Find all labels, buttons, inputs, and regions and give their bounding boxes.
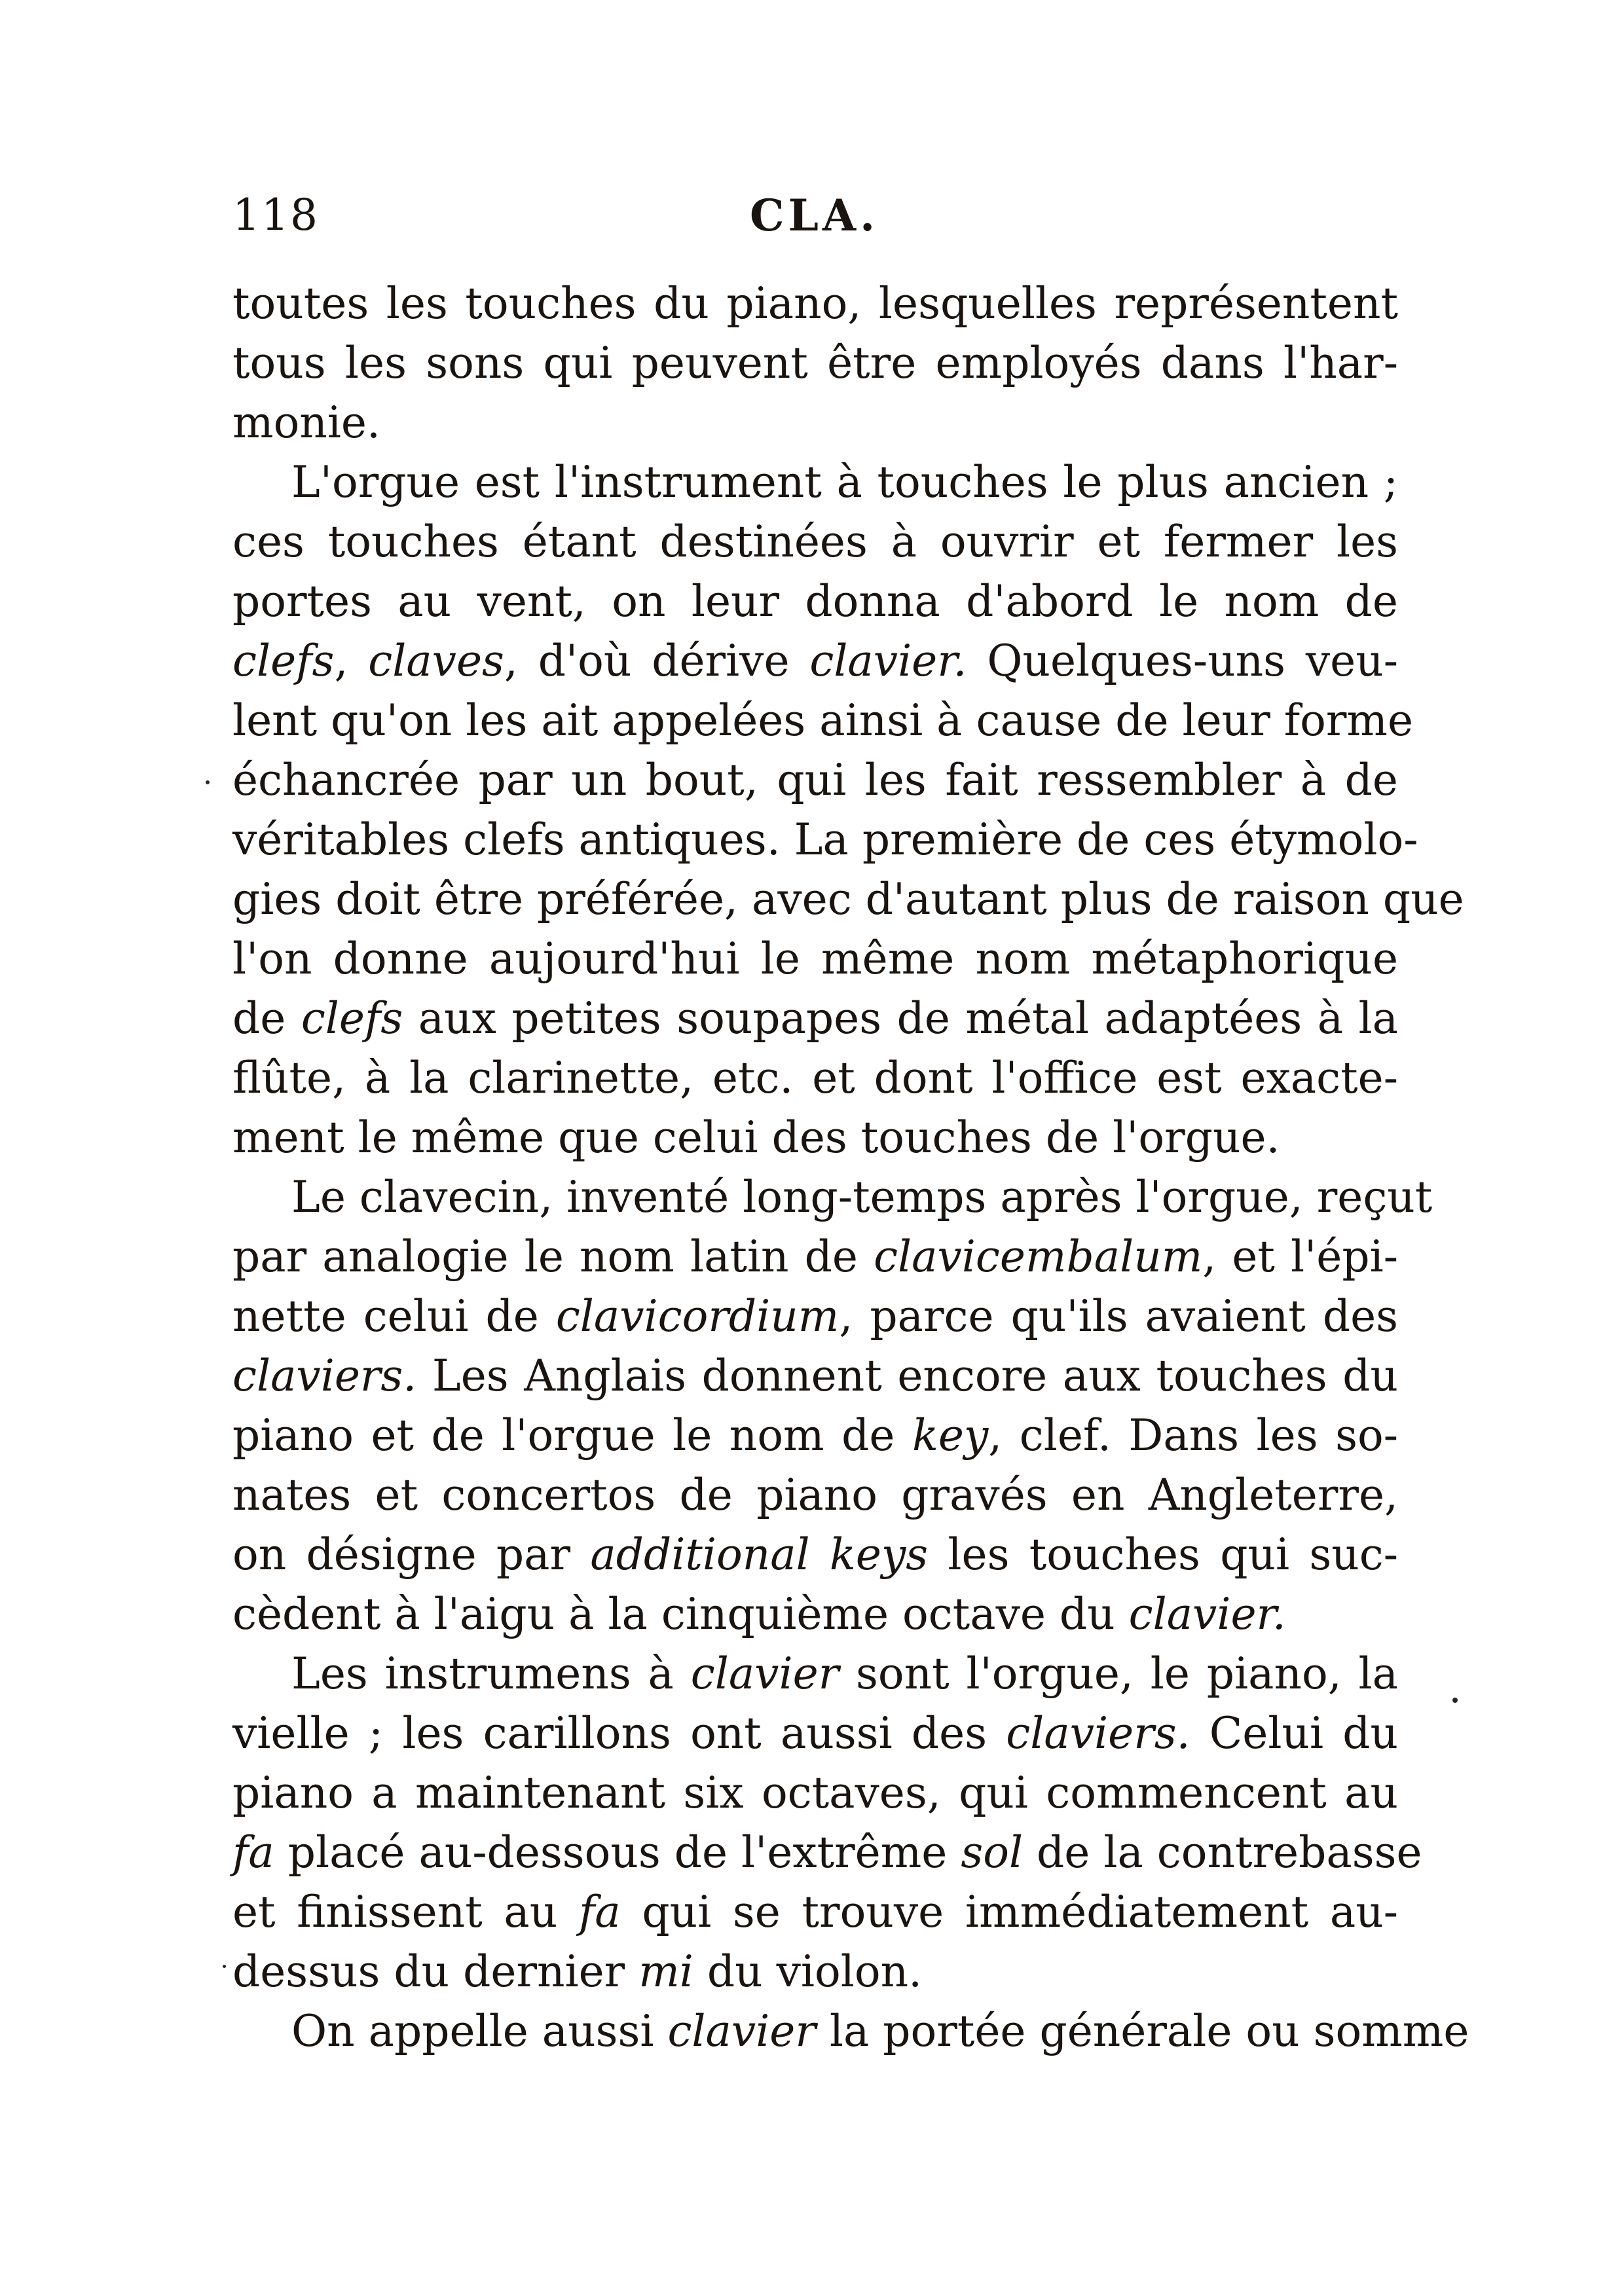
text-run: piano et de l'orgue le nom de — [232, 1410, 912, 1461]
text-run: flûte, à la clarinette, etc. et dont l'office est exacte- — [232, 1053, 1398, 1103]
text-line — [232, 1763, 1398, 1823]
text-line — [232, 1942, 1398, 2001]
italic-term: fa — [232, 1827, 274, 1878]
text-line — [232, 989, 1398, 1048]
text-line — [232, 1644, 1398, 1704]
running-head: CLA. — [750, 190, 879, 241]
text-line — [232, 512, 1398, 572]
text-run: les touches qui suc- — [928, 1529, 1398, 1580]
text-line — [232, 2001, 1469, 2061]
text-run: ment le même que celui des touches de l'orgue. — [232, 1112, 1280, 1163]
italic-term: key — [912, 1410, 989, 1461]
body-text — [232, 274, 1469, 2061]
italic-term: claviers. — [1006, 1708, 1190, 1758]
ink-speck — [223, 1965, 226, 1968]
text-run: Quelques-uns veu- — [967, 636, 1398, 686]
text-run: de la contrebasse — [1023, 1827, 1422, 1878]
italic-term: clavier — [667, 2006, 816, 2056]
text-run: du violon. — [693, 1946, 923, 1997]
text-run: et finissent au — [232, 1887, 579, 1937]
italic-term: clavier. — [1128, 1589, 1286, 1639]
text-run: ces touches étant destinées à ouvrir et fermer les — [232, 517, 1398, 567]
text-run: tous les sons qui peuvent être employés dans l'har- — [232, 338, 1398, 388]
text-line — [232, 929, 1398, 989]
text-line — [232, 572, 1398, 631]
text-line — [232, 1882, 1398, 1942]
text-run: nates et concertos de piano gravés en Angleterre, — [232, 1470, 1398, 1520]
italic-term: mi — [638, 1946, 693, 1997]
text-run: lent qu'on les ait appelées ainsi à cause de leur forme — [232, 695, 1414, 746]
text-run: vielle ; les carillons ont aussi des — [232, 1708, 1006, 1758]
text-line — [232, 452, 1398, 512]
text-run: Celui du — [1190, 1708, 1398, 1758]
text-run: , — [334, 636, 369, 686]
text-line — [232, 333, 1398, 393]
text-line — [232, 631, 1398, 691]
text-run: qui se trouve immédiatement au- — [620, 1887, 1398, 1937]
text-line — [232, 1525, 1398, 1584]
text-run: dessus du dernier — [232, 1946, 639, 1997]
text-run: sont l'orgue, le piano, la — [839, 1649, 1398, 1699]
italic-term: clavier — [690, 1649, 840, 1699]
text-line — [232, 1167, 1433, 1227]
italic-term: clavier. — [809, 636, 967, 686]
text-run: toutes les touches du piano, lesquelles représentent — [232, 278, 1398, 329]
italic-term: claves — [368, 636, 504, 686]
text-line — [232, 1704, 1398, 1763]
text-run: piano a maintenant six octaves, qui commencent au — [232, 1768, 1398, 1818]
text-run: , clef. Dans les so- — [988, 1410, 1398, 1461]
text-run: On appelle aussi — [291, 2006, 668, 2056]
text-run: Le clavecin, inventé long-temps après l'orgue, reçut — [291, 1172, 1433, 1222]
text-line — [232, 1286, 1398, 1346]
text-line — [232, 1108, 1398, 1167]
text-line — [232, 1584, 1398, 1644]
text-run: Les instrumens à — [291, 1649, 691, 1699]
text-line — [232, 869, 1464, 929]
text-run: la portée générale ou somme — [815, 2006, 1469, 2056]
page-number: 118 — [232, 190, 319, 240]
italic-term: claviers. — [232, 1351, 417, 1401]
text-run: l'on donne aujourd'hui le même nom métaphorique — [232, 934, 1398, 984]
text-line — [232, 1346, 1398, 1406]
text-line — [232, 1406, 1398, 1465]
text-run: cèdent à l'aigu à la cinquième octave du — [232, 1589, 1129, 1639]
text-line — [232, 393, 1398, 452]
text-run: nette celui de — [232, 1291, 556, 1341]
text-line — [232, 691, 1414, 750]
text-line — [232, 1465, 1398, 1525]
text-run: Les Anglais donnent encore aux touches du — [416, 1351, 1398, 1401]
text-run: , et l'épi- — [1202, 1231, 1398, 1282]
text-run: par analogie le nom latin de — [232, 1231, 874, 1282]
page-header — [232, 190, 1405, 249]
text-run: placé au-dessous de l'extrême — [274, 1827, 961, 1878]
text-run: L'orgue est l'instrument à touches le plus ancien ; — [291, 457, 1398, 507]
text-run: de — [232, 993, 301, 1044]
ink-speck — [206, 780, 210, 784]
italic-term: fa — [578, 1887, 621, 1937]
ink-speck — [1452, 1698, 1458, 1703]
text-line — [232, 750, 1398, 810]
italic-term: clefs — [301, 993, 403, 1044]
text-run: gies doit être préférée, avec d'autant plus de raison que — [232, 874, 1464, 924]
text-line — [232, 1048, 1398, 1108]
text-run: on désigne par — [232, 1529, 591, 1580]
text-run: échancrée par un bout, qui les fait ressembler à de — [232, 755, 1398, 805]
text-line — [232, 810, 1418, 869]
italic-term: additional keys — [590, 1529, 929, 1580]
italic-term: clavicembalum — [874, 1231, 1203, 1282]
text-run: portes au vent, on leur donna d'abord le nom de — [232, 576, 1398, 627]
text-line — [232, 1227, 1398, 1286]
text-run: , d'où dérive — [504, 636, 810, 686]
text-run: aux petites soupapes de métal adaptées à la — [403, 993, 1398, 1044]
text-run: , parce qu'ils avaient des — [839, 1291, 1398, 1341]
italic-term: clefs — [232, 636, 335, 686]
text-line — [232, 274, 1398, 333]
italic-term: clavicordium — [555, 1291, 840, 1341]
text-run: véritables clefs antiques. La première de ces étymolo- — [232, 814, 1418, 865]
text-run: monie. — [232, 397, 380, 448]
italic-term: sol — [961, 1827, 1024, 1878]
text-line — [232, 1823, 1422, 1882]
